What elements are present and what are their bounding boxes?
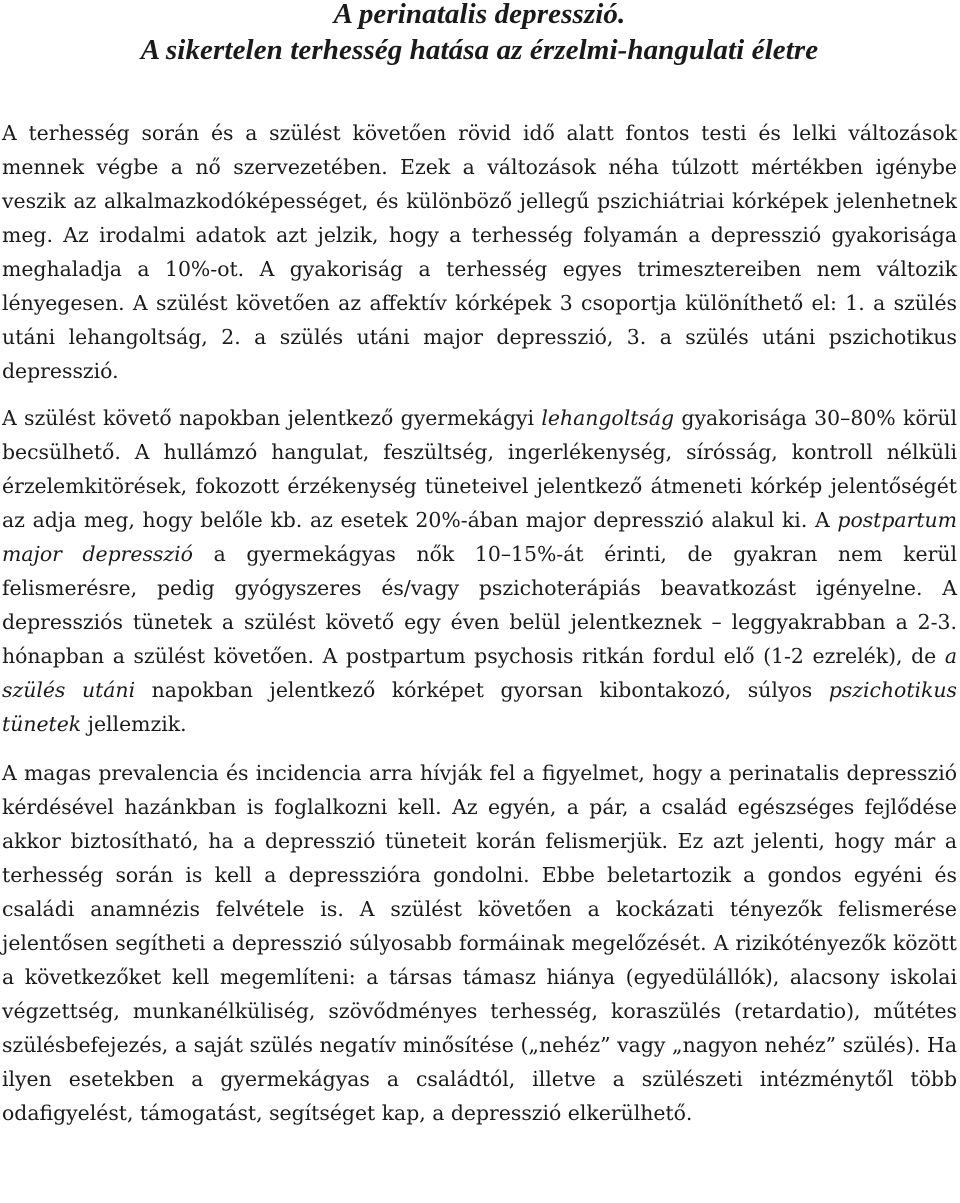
paragraph-text: napokban jelentkező kórképet gyorsan kibontakozó, súlyos: [135, 678, 829, 702]
emphasis-term: a szülés utáni: [2, 644, 957, 702]
document-title: A perinatalis depresszió.: [333, 0, 626, 30]
paragraph-prevention: A magas prevalencia és incidencia arra hívják fel a figyelmet, hogy a perinatalis depresszió kérdésével hazánkban is foglalkozni kell. Az egyén, a pár, a család egészséges fejlődése akkor biztosítható, ha a depresszió tüneteit korán felismerjük. Ez azt jelenti, hogy már a terhesség során is kell a depresszióra gondolni. Ebbe beletartozik a gondos egyéni és családi anamnézis felvétele is. A szülést követően a kockázati tényezők felismerése jelentősen segítheti a depresszió súlyosabb formáinak megelőzését. A rizikótényezők között a következőket kell megemlíteni: a társas támasz hiánya (egyedülállók), alacsony iskolai végzettség, munkanélküliség, szövődményes terhesség, koraszülés (retardatio), műtétes szülésbefejezés, a saját szülés negatív minősítése („nehéz” vagy „nagyon nehéz” szülés). Ha ilyen esetekben a gyermekágyas a családtól, illetve a szülészeti intézménytől több odafigyelést, támogatást, segítséget kap, a depresszió elkerülhető.: [2, 761, 957, 1125]
paragraph-symptoms: [2, 401, 957, 741]
paragraph-text: A szülést követő napokban jelentkező gyermekágyi: [2, 406, 542, 430]
emphasis-term: pszichotikus tünetek: [2, 678, 957, 736]
emphasis-term: lehangoltság: [541, 406, 675, 430]
emphasis-term: postpartum major depresszió: [2, 508, 957, 566]
document-subtitle: A sikertelen terhesség hatása az érzelmi-hangulati életre: [140, 34, 819, 66]
paragraph-text: gyakorisága 30–80% körül becsülhető. A hullámzó hangulat, feszültség, ingerlékenység, sírósság, kontroll nélküli érzelemkitörések, fokozott érzékenység tüneteivel jelentkező átmeneti kórkép jelentőségét az adja meg, hogy belőle kb. az esetek 20%-ában major depresszió alakul ki. A: [2, 406, 957, 532]
paragraph-text: jellemzik.: [81, 712, 187, 736]
paragraph-intro: A terhesség során és a szülést követően rövid idő alatt fontos testi és lelki változások mennek végbe a nő szervezetében. Ezek a változások néha túlzott mértékben igénybe veszik az alkalmazkodóképességet, és különböző jellegű pszichiátriai kórképek jelenhetnek meg. Az irodalmi adatok azt jelzik, hogy a terhesség folyamán a depresszió gyakorisága meghaladja a 10%-ot. A gyakoriság a terhesség egyes trimesztereiben nem változik lényegesen. A szülést követően az affektív kórképek 3 csoportja különíthető el: 1. a szülés utáni lehangoltság, 2. a szülés utáni major depresszió, 3. a szülés utáni pszichotikus depresszió.: [2, 121, 957, 383]
paragraph-text: a gyermekágyas nők 10–15%-át érinti, de gyakran nem kerül felismerésre, pedig gyógyszeres és/vagy pszichoterápiás beavatkozást igényelne. A depressziós tünetek a szülést követő egy éven belül jelentkeznek – leggyakrabban a 2-3. hónapban a szülést követően. A postpartum psychosis ritkán fordul elő (1-2 ezrelék), de: [2, 542, 957, 668]
